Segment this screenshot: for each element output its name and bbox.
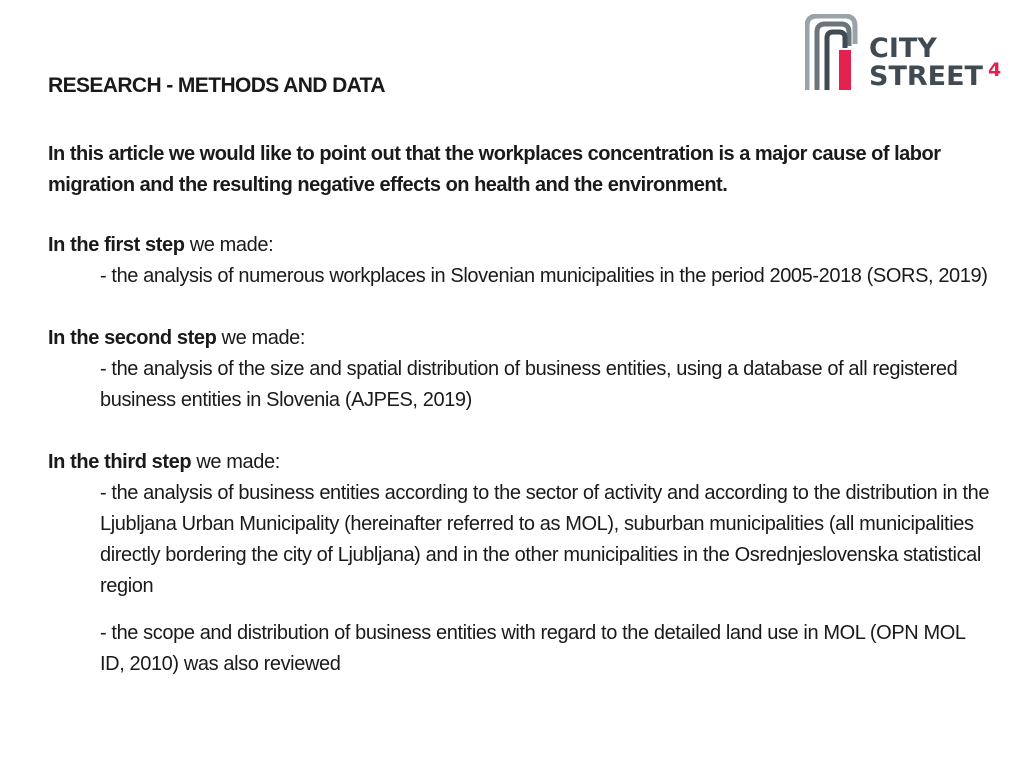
intro-paragraph: In this article we would like to point out that the workplaces concentration is a major cause of labor migration and the resulting negative effects on health and the environment. (48, 143, 941, 196)
step-first (48, 230, 998, 292)
logo-text-street: STREET (869, 61, 983, 92)
logo-text-city: CITY (869, 33, 937, 64)
step-detail: - the analysis of business entities according to the sector of activity and according to the distribution in the Ljubljana Urban Municipality (hereinafter referred to as MOL), suburban municipalities (all municipalities directly bordering the city of Ljubljana) and in the other municipalities in the Osrednjeslovenska statistical region (100, 482, 990, 597)
step-heading (48, 230, 998, 261)
slide-title: RESEARCH - METHODS AND DATA (48, 74, 385, 97)
step-label: In the second step (48, 327, 217, 349)
step-second (48, 323, 998, 416)
slide-content (48, 72, 998, 680)
step-heading (48, 323, 998, 354)
step-label: In the third step (48, 451, 192, 473)
step-label: In the first step (48, 234, 185, 256)
step-detail: - the analysis of the size and spatial distribution of business entities, using a database of all registered business entities in Slovenia (AJPES, 2019) (100, 358, 958, 411)
step-suffix: we made: (184, 234, 274, 256)
step-third (48, 447, 998, 680)
step-detail: - the analysis of numerous workplaces in Slovenian municipalities in the period 2005-2018 (SORS, 2019) (100, 265, 988, 287)
step-suffix: we made: (191, 451, 280, 473)
logo-superscript: 4 (988, 59, 1002, 81)
step-heading (48, 447, 998, 478)
step-suffix: we made: (216, 327, 306, 349)
step-detail: - the scope and distribution of business entities with regard to the detailed land use in MOL (OPN MOL ID, 2010) was also reviewed (100, 622, 965, 675)
